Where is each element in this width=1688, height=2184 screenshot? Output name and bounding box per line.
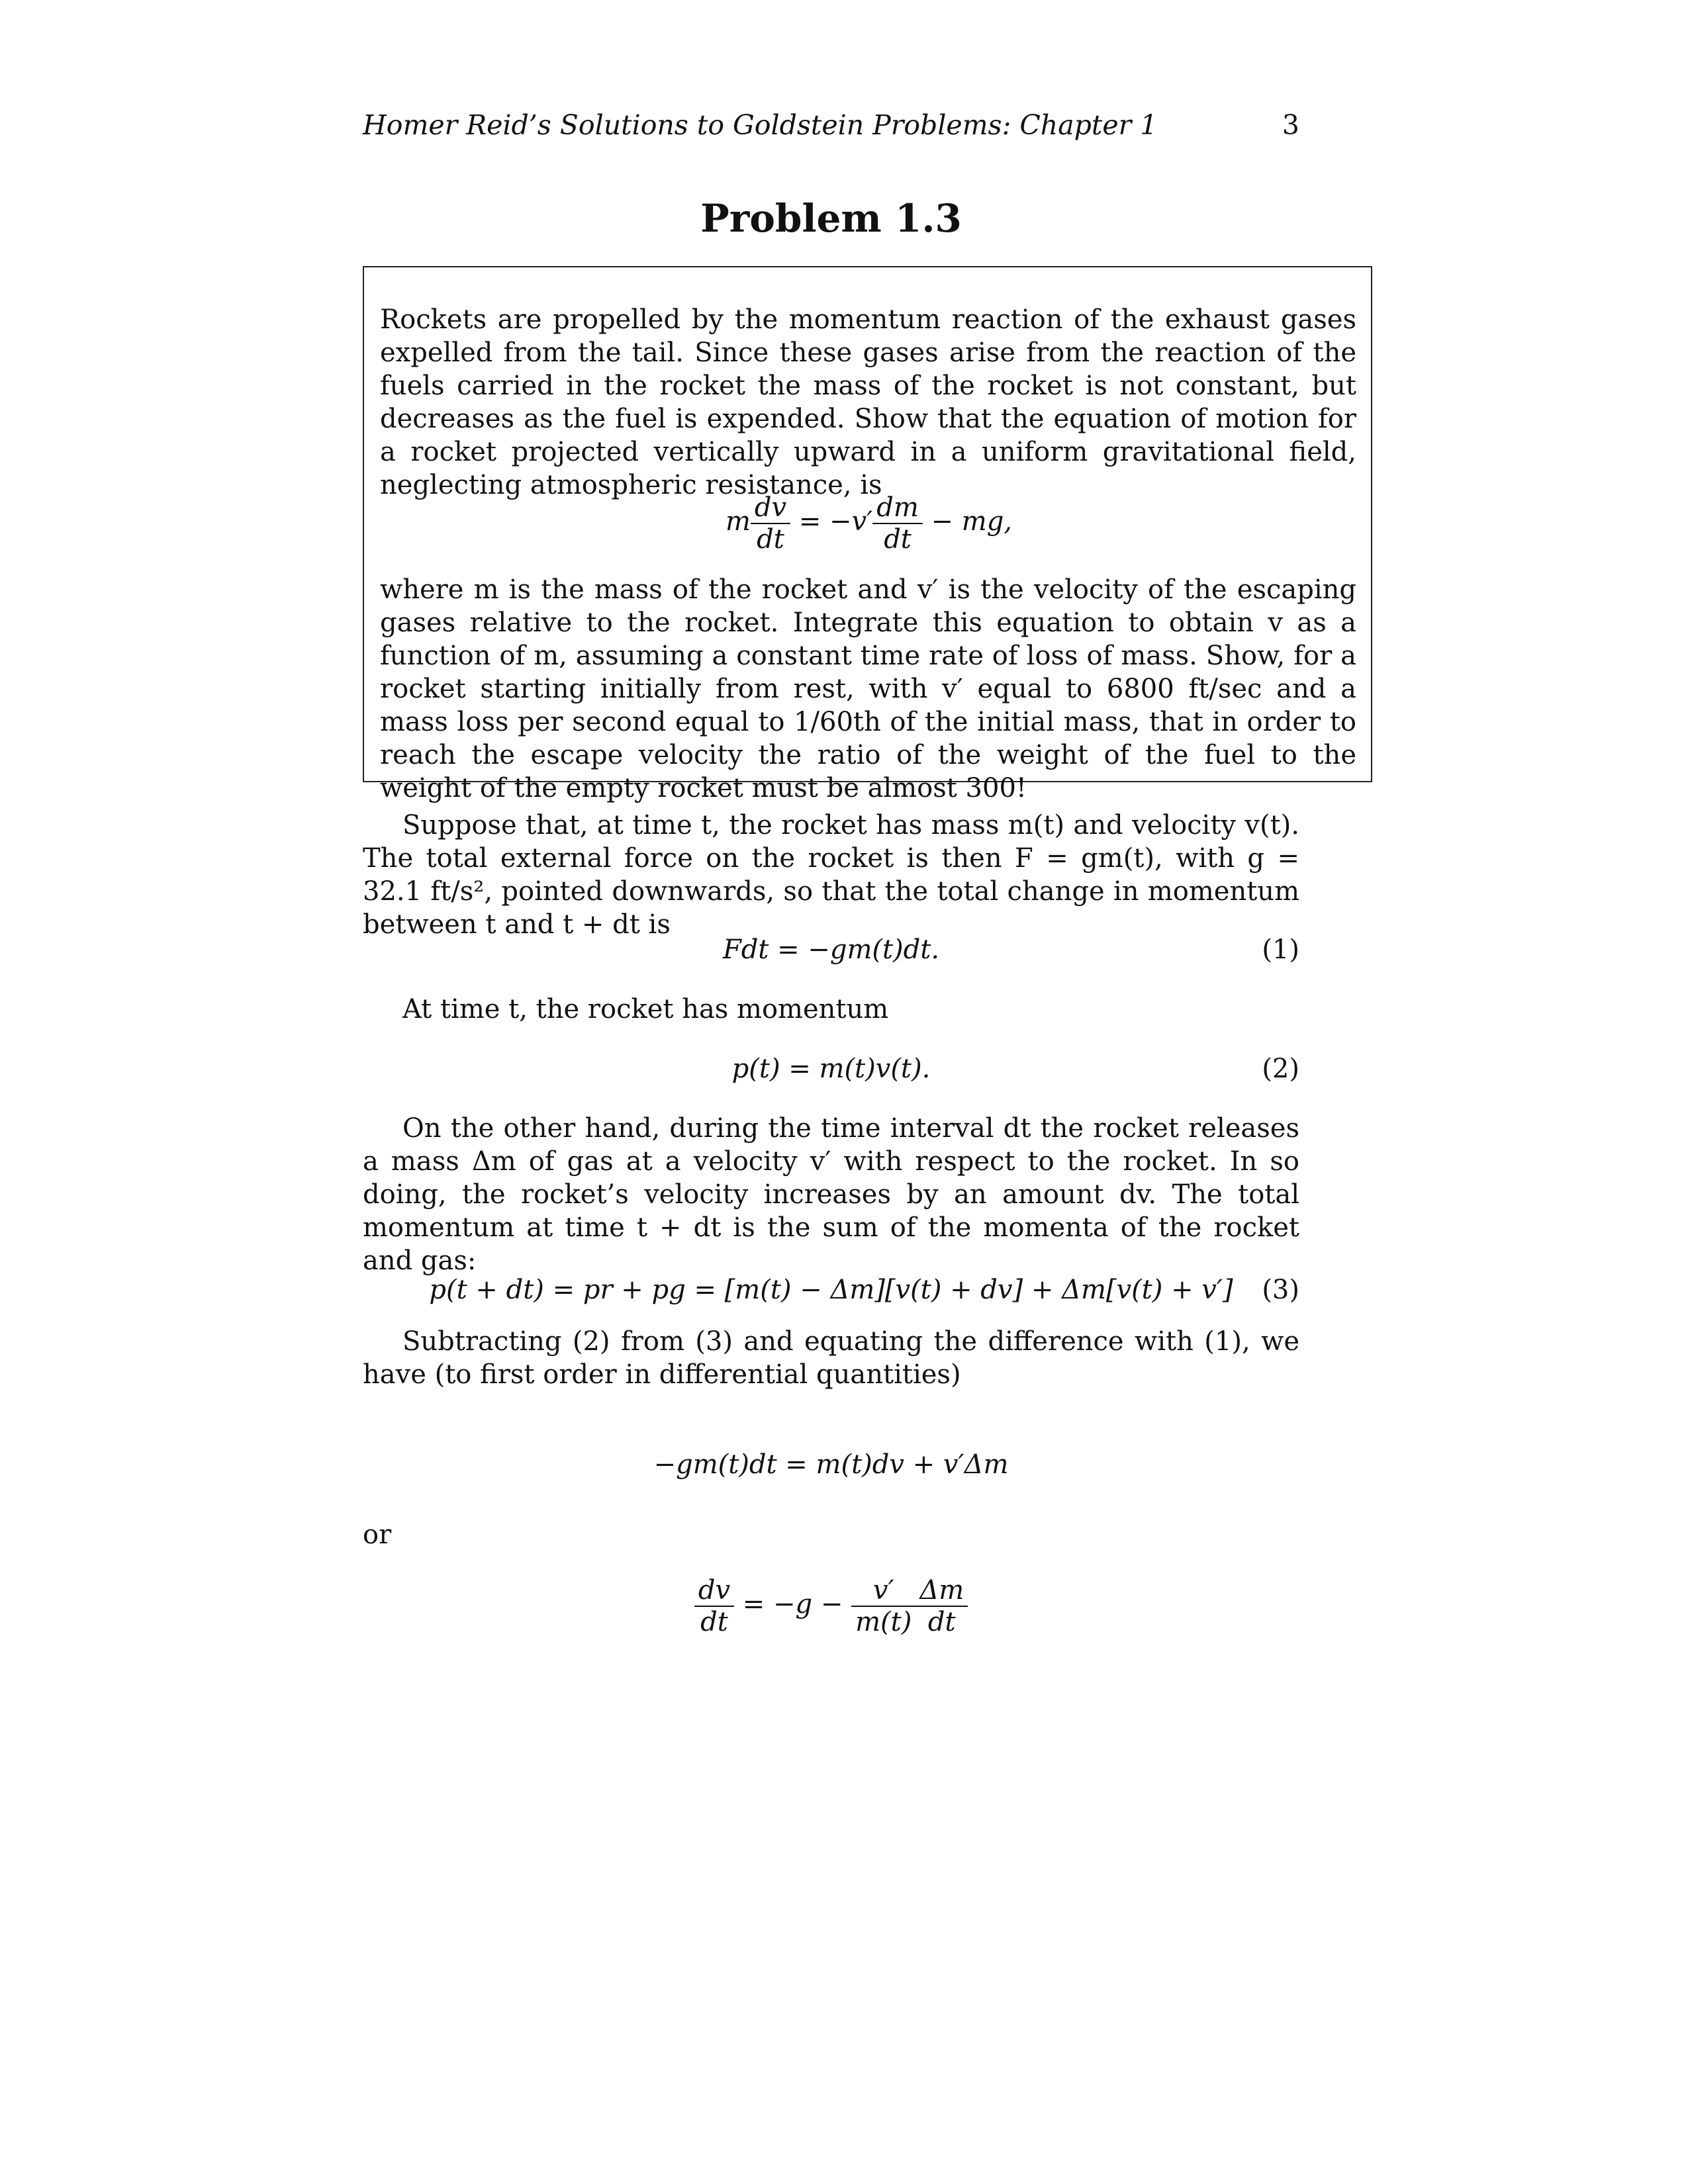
- running-header: [363, 109, 1299, 149]
- problem-title: Problem 1.3: [700, 196, 962, 241]
- equation-3-number: (3): [1262, 1275, 1299, 1305]
- equation-of-motion: [364, 492, 1374, 555]
- equation-1-body: Fdt = −gm(t)dt.: [722, 934, 940, 965]
- eq-dmdt: $\frac{dm}{dt}$: [872, 492, 923, 555]
- equation-5: [363, 1575, 1299, 1637]
- solution-paragraph-2: At time t, the rocket has momentum: [402, 994, 889, 1024]
- equation-2-number: (2): [1262, 1054, 1299, 1084]
- problem-statement-part2: where m is the mass of the rocket and v′ is the velocity of the escaping gases relative to the rocket. Integrate this equation to obtain v as a function of m, assuming a constant time rate of loss of mass. Show, for a rocket starting initially from rest, with v′ equal to 6800 ft/sec and a mass loss per second equal to 1/60th of the initial mass, that in order to reach the escape velocity the ratio of the weight of the fuel to the weight of the empty rocket must be almost 300!: [380, 574, 1356, 803]
- eq5-vprime-over-mt: $\frac{v'}{m(t)}$: [851, 1575, 915, 1637]
- page-number: 3: [1282, 109, 1299, 141]
- problem-statement-part1: Rockets are propelled by the momentum reaction of the exhaust gases expelled from the tail. Since these gases arise from the reaction of the fuels carried in the rocket the mass of the rocket is not constant, but decreases as the fuel is expended. Show that the equation of motion for a rocket projected vertically upward in a uniform gravitational field, neglecting atmospheric resistance, is: [380, 304, 1356, 500]
- equation-2: [363, 1054, 1299, 1084]
- or-word: or: [363, 1520, 392, 1550]
- eq-tail: − mg,: [931, 506, 1013, 537]
- equation-3-body: p(t + dt) = pr + pg = [m(t) − Δm][v(t) + dv] + Δm[v(t) + v′]: [429, 1275, 1233, 1305]
- eq-m: m: [725, 506, 751, 537]
- solution-paragraph-1: Suppose that, at time t, the rocket has mass m(t) and velocity v(t). The total external force on the rocket is then F = gm(t), with g = 32.1 ft/s², pointed downwards, so that the total change in momentum between t and t + dt is: [363, 810, 1299, 940]
- eq5-dm-over-dt: $\frac{\Delta m}{dt}$: [915, 1575, 968, 1637]
- problem-statement-box: [363, 266, 1372, 803]
- running-title: Homer Reid’s Solutions to Goldstein Problems: Chapter 1: [363, 109, 1158, 141]
- equation-4-body: −gm(t)dt = m(t)dv + v′Δm: [653, 1449, 1009, 1480]
- eq-dvdt: $\frac{dv}{dt}$: [751, 492, 790, 555]
- equation-4: [363, 1449, 1299, 1480]
- eq-mid: = −v′: [798, 506, 873, 537]
- solution-paragraph-3: On the other hand, during the time interval dt the rocket releases a mass Δm of gas at a velocity v′ with respect to the rocket. In so doing, the rocket’s velocity increases by an amount dv. The total momentum at time t + dt is the sum of the momenta of the rocket and gas:: [363, 1113, 1299, 1276]
- equation-1: [363, 934, 1299, 965]
- equation-2-body: p(t) = m(t)v(t).: [731, 1054, 931, 1084]
- eq5-mid: = −g −: [742, 1589, 843, 1619]
- equation-1-number: (1): [1262, 934, 1299, 965]
- solution-paragraph-4: Subtracting (2) from (3) and equating the difference with (1), we have (to first order in differential quantities): [363, 1326, 1299, 1390]
- equation-3: [363, 1275, 1299, 1305]
- eq5-dvdt: $\frac{dv}{dt}$: [694, 1575, 734, 1637]
